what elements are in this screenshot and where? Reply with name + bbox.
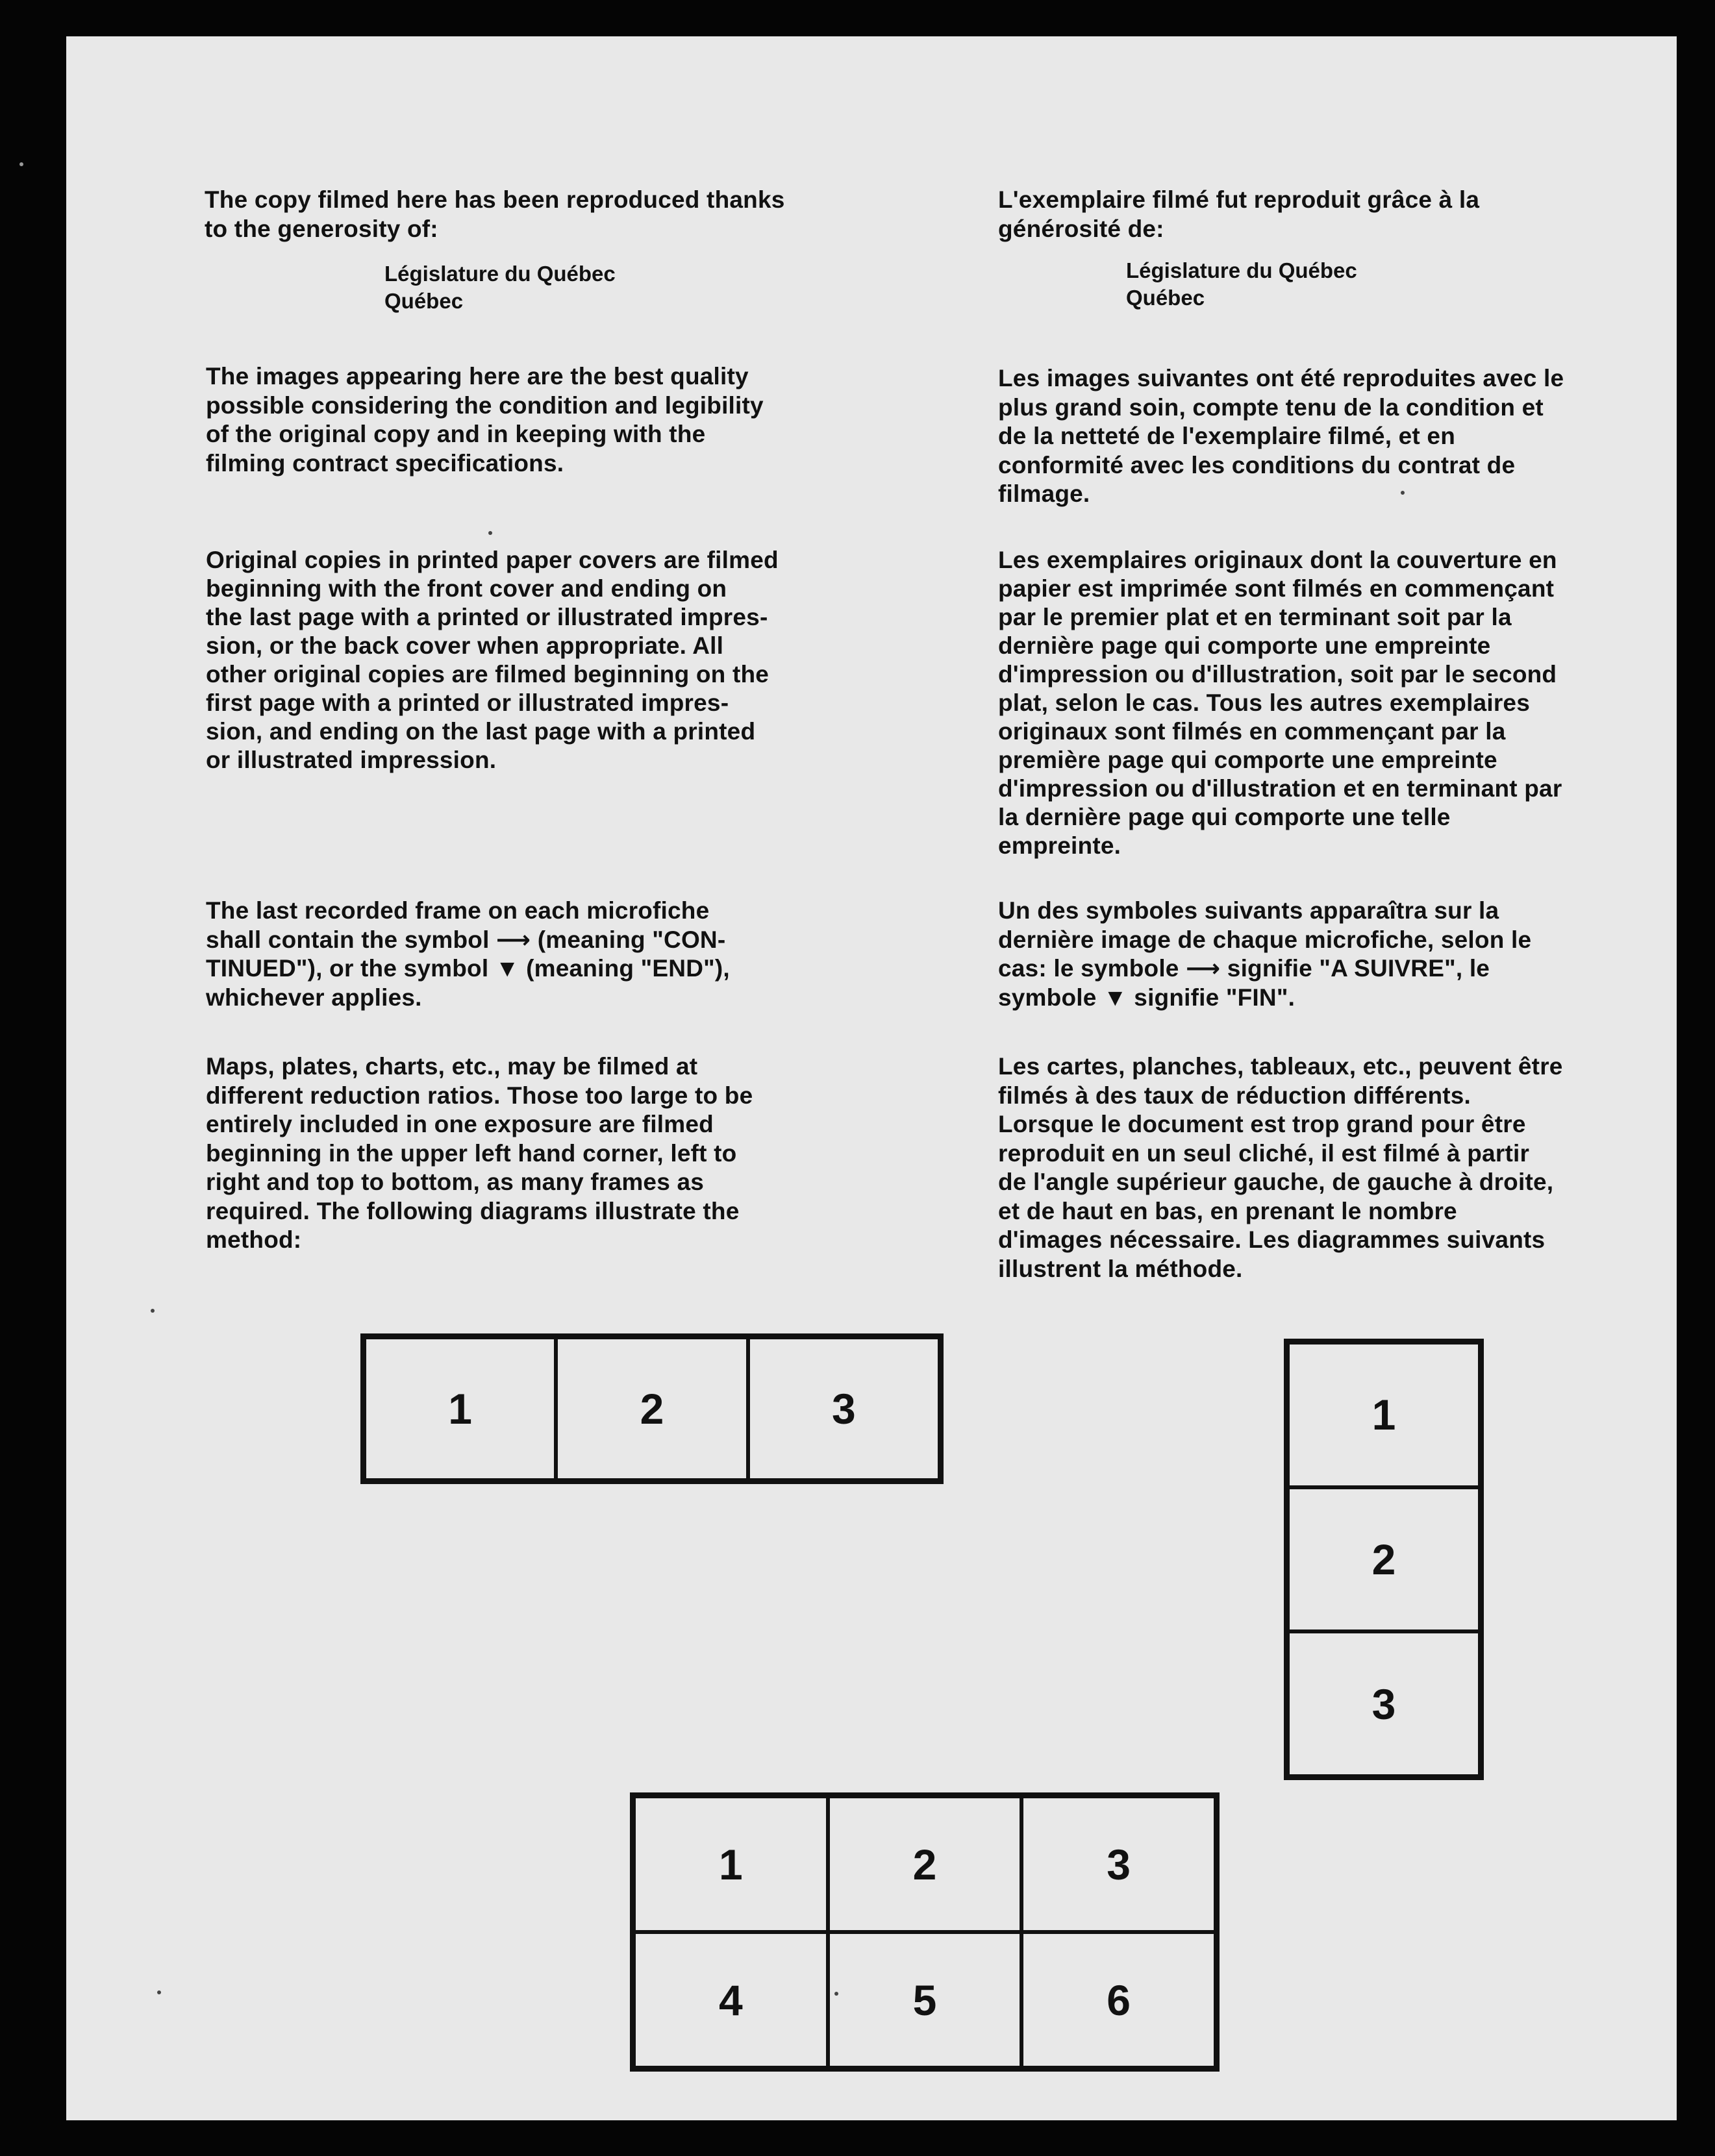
grid-diagram-cell: 3 [1021,1796,1216,1932]
fr-symbols-paragraph: Un des symboles suivants apparaîtra sur la dernière image de chaque microfiche, selon le cas: le symbole ⟶ signifie "A SUIVRE", le symbole ▼ signifie "FIN". [998,897,1532,1011]
column-diagram [1284,1339,1484,1780]
row-diagram-cell: 1 [364,1337,556,1480]
fr-original-copies-paragraph: Les exemplaires originaux dont la couverture en papier est imprimée sont filmés en commençant par le premier plat et en terminant soit par la dernière page qui comporte une empreinte d'impression ou d'illustration, soit par le second plat, selon le cas. Tous les autres exemplaires originaux sont filmés en commençant par la première page qui comporte une empreinte d'impression ou d'illustration et en terminant par la dernière page qui comporte une telle empreinte. [998,547,1562,859]
row-diagram-cell: 3 [748,1337,940,1480]
en-institution: Législature du Québec Québec [384,262,616,313]
grid-diagram-cell: 2 [828,1796,1022,1932]
row-diagram-cell: 2 [556,1337,747,1480]
column-diagram-cell: 1 [1288,1343,1480,1487]
speck [1401,491,1405,495]
document-page [66,36,1677,2120]
en-quality-paragraph: The images appearing here are the best quality possible considering the condition and legibility of the original copy and in keeping with the filming contract specifications. [206,363,764,477]
column-diagram-cell: 3 [1288,1631,1480,1776]
column-diagram-cell: 2 [1288,1487,1480,1632]
fr-institution: Législature du Québec Québec [1126,258,1357,310]
en-symbols-paragraph: The last recorded frame on each microfiche shall contain the symbol ⟶ (meaning "CON- TINUED"), or the symbol ▼ (meaning "END"), whichever applies. [206,897,730,1011]
speck [488,531,492,535]
speck [834,1992,838,1996]
row-diagram [360,1333,944,1484]
en-credit-intro: The copy filmed here has been reproduced thanks to the generosity of: [205,186,785,242]
grid-diagram-cell: 6 [1021,1932,1216,2068]
speck [157,1990,161,1994]
grid-diagram [630,1792,1220,2072]
fr-maps-paragraph: Les cartes, planches, tableaux, etc., peuvent être filmés à des taux de réduction différents. Lorsque le document est trop grand pour être reproduit en un seul cliché, il est filmé à partir de l'angle supérieur gauche, de gauche à droite, et de haut en bas, en prenant le nombre d'images nécessaire. Les diagrammes suivants illustrent la méthode. [998,1053,1563,1282]
en-maps-paragraph: Maps, plates, charts, etc., may be filmed at different reduction ratios. Those too large to be entirely included in one exposure are filmed beginning in the upper left hand corner, left to right and top to bottom, as many frames as required. The following diagrams illustrate the method: [206,1053,753,1253]
speck [19,162,23,166]
fr-quality-paragraph: Les images suivantes ont été reproduites avec le plus grand soin, compte tenu de la condition et de la netteté de l'exemplaire filmé, et en conformité avec les conditions du contrat de filmage. [998,365,1564,507]
fr-credit-intro: L'exemplaire filmé fut reproduit grâce à la générosité de: [998,186,1480,242]
en-original-copies-paragraph: Original copies in printed paper covers are filmed beginning with the front cover and ending on the last page with a printed or illustrated impres- sion, or the back cover when appropriate. All other original copies are filmed beginning on the first page with a printed or illustrated impres- sion, and ending on the last page with a printed or illustrated impression. [206,547,779,773]
grid-diagram-cell: 4 [634,1932,828,2068]
grid-diagram-cell: 5 [828,1932,1022,2068]
grid-diagram-cell: 1 [634,1796,828,1932]
speck [151,1309,155,1313]
